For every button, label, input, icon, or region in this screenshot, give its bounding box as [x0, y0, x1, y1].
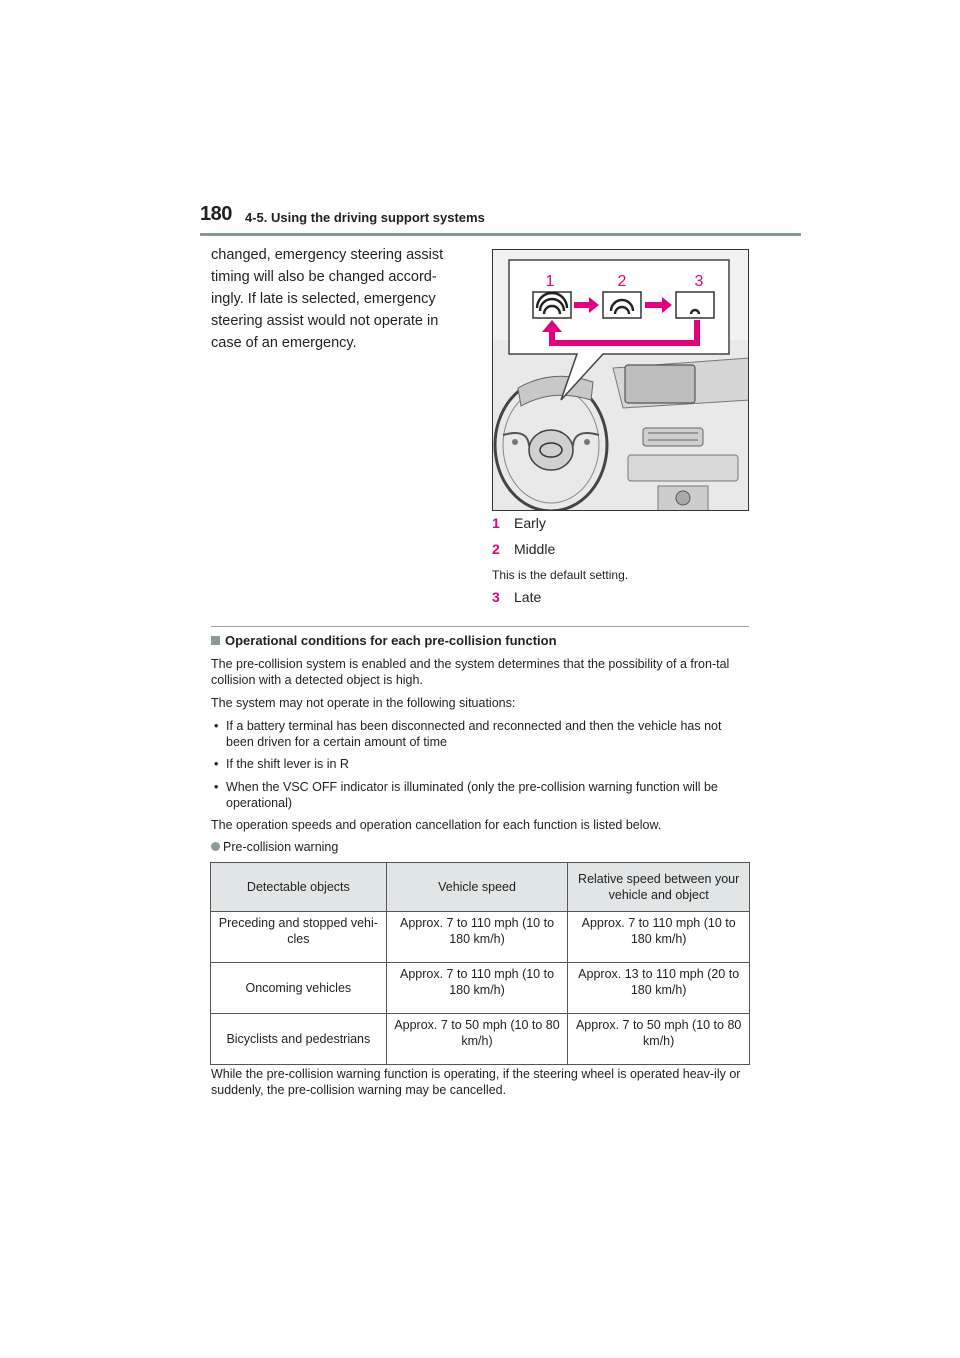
table-cell: Approx. 7 to 110 mph (10 to 180 km/h): [386, 912, 568, 963]
closing-paragraph: While the pre-collision warning function is operating, if the steering wheel is operated heav-ily or suddenly, the pre-collision warning may be cancelled.: [211, 1067, 741, 1097]
table-cell: Bicyclists and pedestrians: [211, 1014, 387, 1065]
conditions-heading-text: Operational conditions for each pre-collision function: [225, 633, 557, 648]
conditions-paragraph-3: The operation speeds and operation cancellation for each function is listed below.: [211, 818, 662, 832]
conditions-paragraph-1: The pre-collision system is enabled and the system determines that the possibility of a fron-tal collision with a detected object is high.: [211, 657, 730, 687]
conditions-heading: [211, 633, 557, 648]
column-header: Detectable objects: [211, 863, 387, 912]
table-cell: Oncoming vehicles: [211, 963, 387, 1014]
legend-item-early: [492, 515, 752, 531]
indicator-late: [676, 292, 714, 318]
table-cell: Approx. 7 to 50 mph (10 to 80 km/h): [386, 1014, 568, 1065]
figure-label-3: 3: [694, 273, 704, 290]
intro-paragraph: changed, emergency steering assist timing will also be changed accord-ingly. If late is selected, emergency steering assist would not operate in case of an emergency.: [211, 247, 444, 351]
dashboard-illustration: [493, 250, 749, 511]
figure-label-1: 1: [545, 273, 555, 290]
section-title: 4-5. Using the driving support systems: [245, 210, 485, 225]
legend-label: Middle: [514, 541, 556, 557]
operation-speeds-table: [210, 862, 750, 1065]
table-row: [211, 963, 750, 1014]
legend-item-middle: [492, 541, 752, 557]
table-cell: Approx. 7 to 50 mph (10 to 80 km/h): [568, 1014, 750, 1065]
table-cell: Approx. 7 to 110 mph (10 to 180 km/h): [386, 963, 568, 1014]
pre-collision-warning-heading: Pre-collision warning: [211, 840, 338, 854]
square-bullet-icon: [211, 636, 220, 645]
table-row: [211, 1014, 750, 1065]
legend-number: 1: [492, 515, 500, 531]
steering-assist-timing-illustration: [492, 249, 749, 511]
indicator-middle: [603, 292, 641, 318]
legend-label: Early: [514, 515, 546, 531]
section-divider: [211, 626, 749, 627]
legend-number: 3: [492, 589, 500, 605]
list-item: • If a battery terminal has been disconnected and reconnected and then the vehicle has not been driven for a certain amount of time: [214, 719, 722, 749]
bullet-dot-icon: •: [214, 757, 219, 771]
table-header-row: [211, 863, 750, 912]
legend-number: 2: [492, 541, 500, 557]
bullet-dot-icon: •: [214, 719, 219, 733]
conditions-paragraph-2: The system may not operate in the following situations:: [211, 696, 516, 710]
table-cell: Approx. 13 to 110 mph (20 to 180 km/h): [568, 963, 750, 1014]
header-divider: [200, 233, 801, 236]
page-number: 180: [200, 203, 232, 225]
list-item: • If the shift lever is in R: [214, 757, 349, 771]
column-header: Vehicle speed: [386, 863, 568, 912]
list-item: • When the VSC OFF indicator is illuminated (only the pre-collision warning function will be operational): [214, 780, 718, 810]
table-cell: Approx. 7 to 110 mph (10 to 180 km/h): [568, 912, 750, 963]
table-cell: Preceding and stopped vehi-cles: [211, 912, 387, 963]
display-screen: [625, 365, 695, 403]
figure-label-2: 2: [617, 273, 627, 290]
default-setting-note: This is the default setting.: [492, 568, 629, 582]
table-row: [211, 912, 750, 963]
column-header: Relative speed between your vehicle and object: [568, 863, 750, 912]
legend-item-late: [492, 589, 752, 605]
bullet-dot-icon: •: [214, 780, 219, 794]
circle-bullet-icon: [211, 842, 220, 851]
legend-label: Late: [514, 589, 542, 605]
